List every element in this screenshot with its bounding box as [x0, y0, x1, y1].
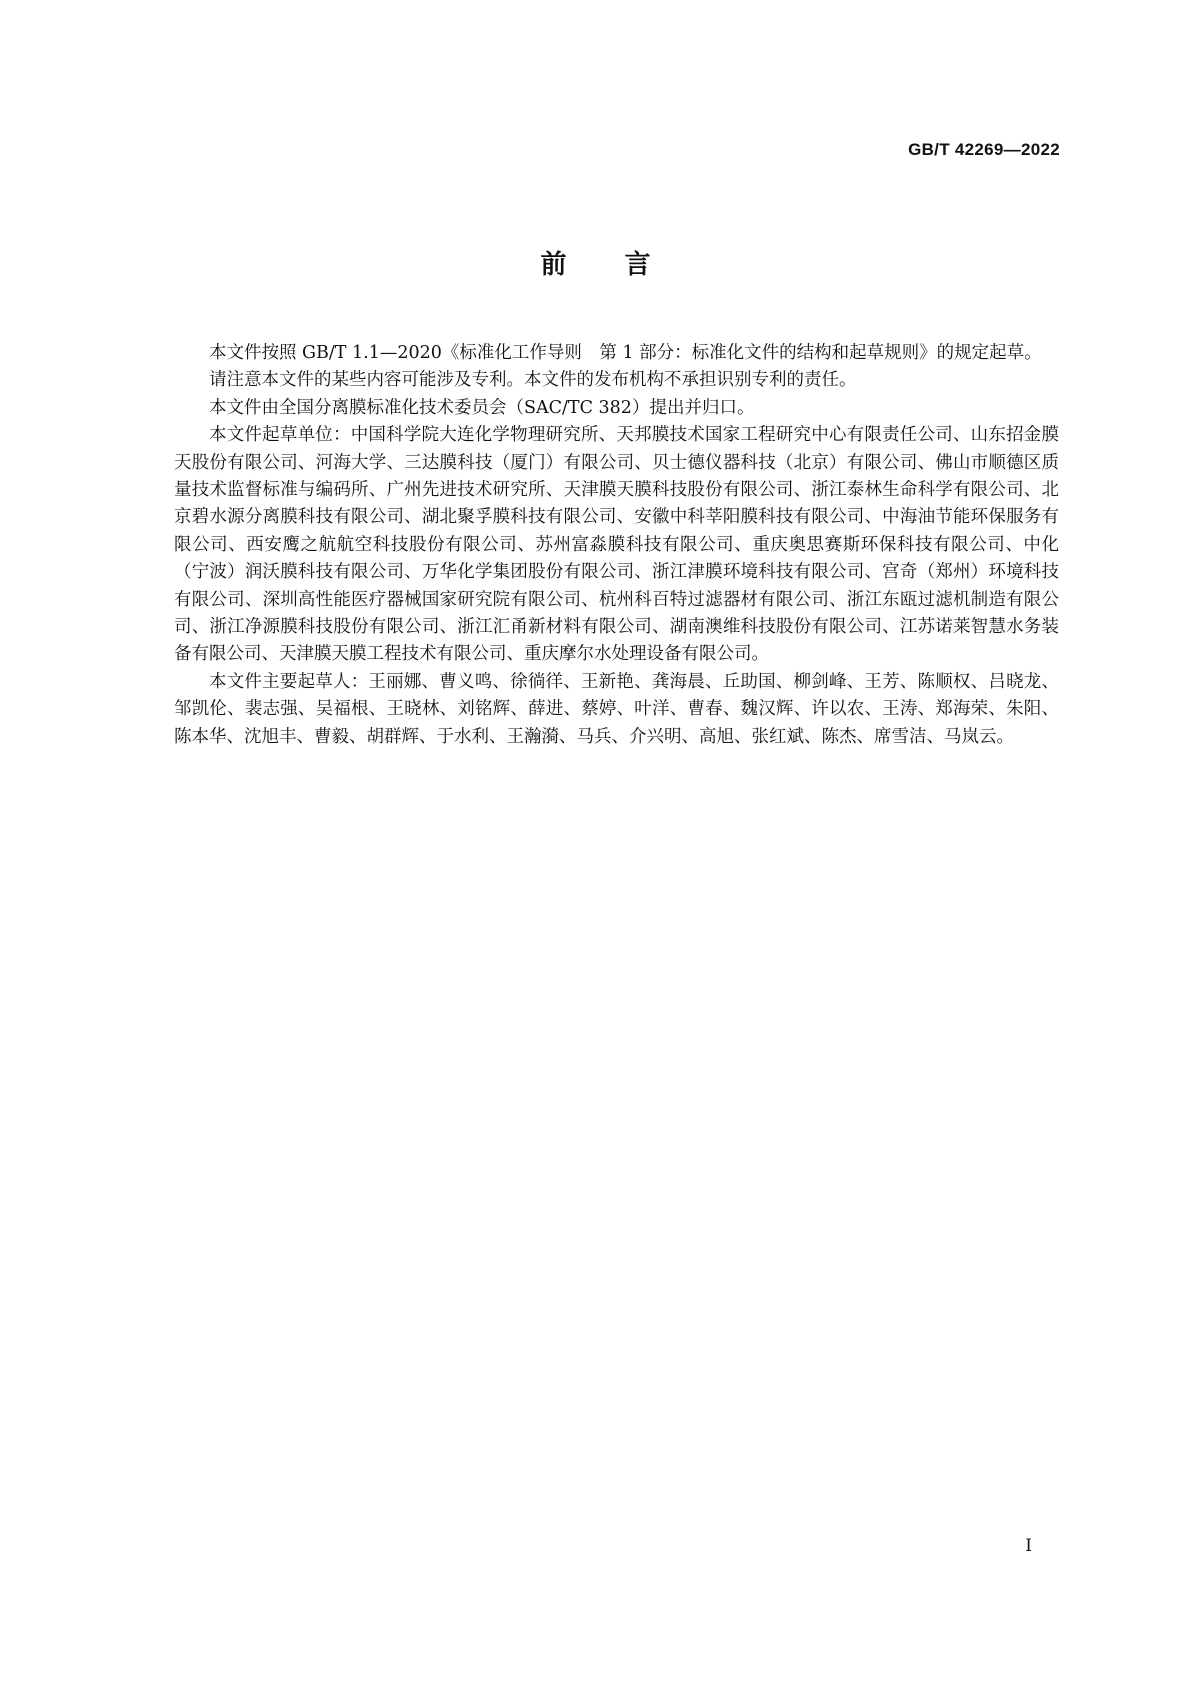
standard-code: GB/T 42269—2022 [908, 140, 1060, 159]
paragraph-drafting-rules: 本文件按照 GB/T 1.1—2020《标准化工作导则 第 1 部分：标准化文件的结构和起草规则》的规定起草。 [209, 343, 1042, 363]
paragraph-committee: 本文件由全国分离膜标准化技术委员会（SAC/TC 382）提出并归口。 [209, 397, 755, 418]
page-title: 前言 [540, 250, 709, 280]
foreword-body [174, 340, 1059, 751]
page-number: I [1025, 1536, 1032, 1556]
paragraph-drafters: 本文件主要起草人：王丽娜、曹义鸣、徐徜徉、王新艳、龚海晨、丘助国、柳剑峰、王芳、陈顺权、吕晓龙、邹凯伦、裴志强、吴福根、王晓林、刘铭辉、薛进、蔡婷、叶洋、曹春、魏汉辉、许以农、王涛、郑海荣、朱阳、陈本华、沈旭丰、曹毅、胡群辉、于水利、王瀚漪、马兵、介兴明、高旭、张红斌、陈杰、席雪洁、马岚云。 [174, 671, 1059, 747]
paragraph-patent-notice: 请注意本文件的某些内容可能涉及专利。本文件的发布机构不承担识别专利的责任。 [209, 370, 857, 391]
paragraph-drafting-units: 本文件起草单位：中国科学院大连化学物理研究所、天邦膜技术国家工程研究中心有限责任公司、山东招金膜天股份有限公司、河海大学、三达膜科技（厦门）有限公司、贝士德仪器科技（北京）有限公司、佛山市顺德区质量技术监督标准与编码所、广州先进技术研究所、天津膜天膜科技股份有限公司、浙江泰林生命科学有限公司、北京碧水源分离膜科技有限公司、湖北聚孚膜科技有限公司、安徽中科莘阳膜科技有限公司、中海油节能环保服务有限公司、西安鹰之航航空科技股份有限公司、苏州富淼膜科技有限公司、重庆奥思赛斯环保科技有限公司、中化（宁波）润沃膜科技有限公司、万华化学集团股份有限公司、浙江津膜环境科技有限公司、宫奇（郑州）环境科技有限公司、深圳高性能医疗器械国家研究院有限公司、杭州科百特过滤器材有限公司、浙江东瓯过滤机制造有限公司、浙江净源膜科技股份有限公司、浙江汇甬新材料有限公司、湖南澳维科技股份有限公司、江苏诺莱智慧水务装备有限公司、天津膜天膜工程技术有限公司、重庆摩尔水处理设备有限公司。 [174, 425, 1059, 665]
